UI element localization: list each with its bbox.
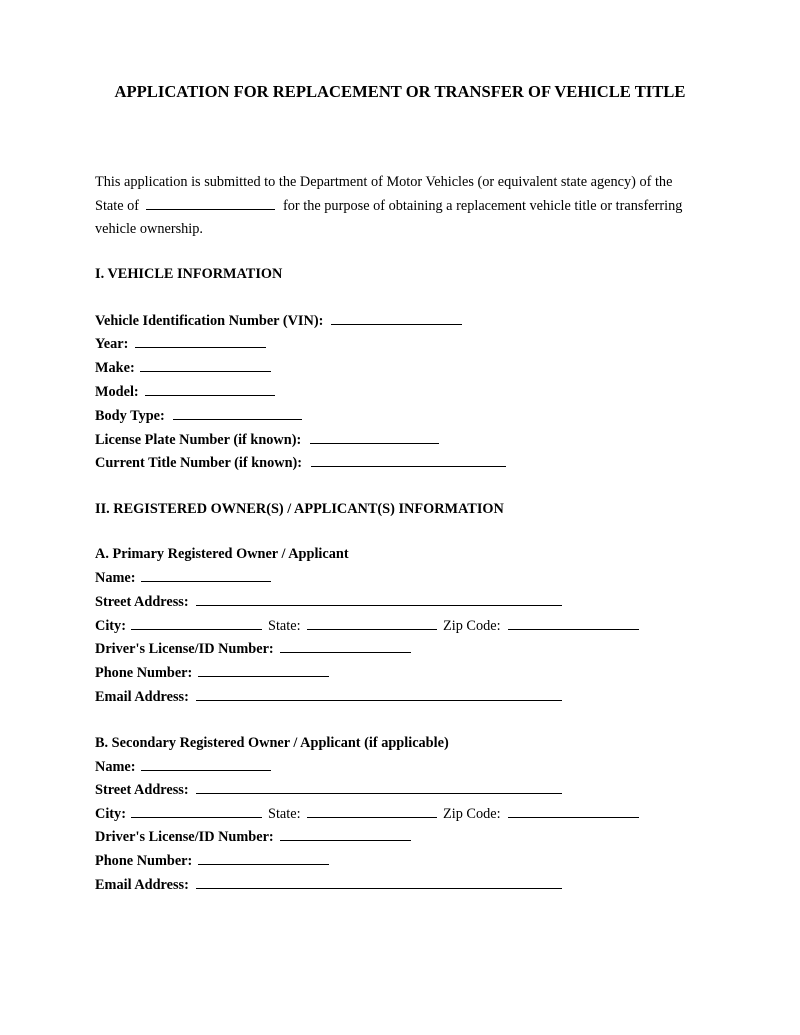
primary-email-label: Email Address: (95, 689, 189, 705)
body-type-label: Body Type: (95, 408, 165, 424)
make-label: Make: (95, 360, 135, 376)
primary-owner-heading: A. Primary Registered Owner / Applicant (95, 546, 349, 562)
secondary-state-blank[interactable] (307, 817, 437, 818)
primary-city-label: City: (95, 618, 126, 634)
title-number-label: Current Title Number (if known): (95, 455, 303, 471)
primary-name-label: Name: (95, 570, 136, 586)
secondary-state-label: State: (268, 806, 301, 822)
year-label: Year: (95, 336, 129, 352)
secondary-owner-heading: B. Secondary Registered Owner / Applicant (if applicable) (95, 735, 449, 751)
model-label: Model: (95, 384, 139, 400)
primary-street-blank[interactable] (196, 605, 562, 606)
primary-license-label: Driver's License/ID Number: (95, 641, 274, 657)
primary-zip-blank[interactable] (508, 629, 639, 630)
secondary-phone-blank[interactable] (198, 864, 329, 865)
secondary-email-blank[interactable] (196, 888, 562, 889)
secondary-zip-blank[interactable] (508, 817, 639, 818)
vin-blank[interactable] (331, 324, 462, 325)
primary-phone-blank[interactable] (198, 676, 329, 677)
primary-license-blank[interactable] (280, 652, 411, 653)
section-owners-heading: II. REGISTERED OWNER(S) / APPLICANT(S) INFORMATION (95, 501, 504, 517)
secondary-license-label: Driver's License/ID Number: (95, 829, 274, 845)
secondary-city-blank[interactable] (131, 817, 262, 818)
secondary-street-label: Street Address: (95, 782, 189, 798)
secondary-phone-label: Phone Number: (95, 853, 193, 869)
primary-city-blank[interactable] (131, 629, 262, 630)
intro-line-1: This application is submitted to the Department of Motor Vehicles (or equivalent state agency) of the (95, 174, 673, 190)
secondary-email-label: Email Address: (95, 877, 189, 893)
secondary-zip-label: Zip Code: (443, 806, 501, 822)
primary-street-label: Street Address: (95, 594, 189, 610)
plate-label: License Plate Number (if known): (95, 432, 302, 448)
intro-line-2: for the purpose of obtaining a replacement vehicle title or transferring (283, 198, 683, 214)
plate-blank[interactable] (310, 443, 439, 444)
vin-label: Vehicle Identification Number (VIN): (95, 313, 324, 329)
state-of-blank[interactable] (146, 209, 275, 210)
primary-state-label: State: (268, 618, 301, 634)
primary-name-blank[interactable] (141, 581, 271, 582)
intro-line-3: vehicle ownership. (95, 221, 203, 237)
body-type-blank[interactable] (173, 419, 302, 420)
primary-zip-label: Zip Code: (443, 618, 501, 634)
make-blank[interactable] (140, 371, 271, 372)
primary-phone-label: Phone Number: (95, 665, 193, 681)
section-vehicle-heading: I. VEHICLE INFORMATION (95, 266, 283, 282)
model-blank[interactable] (145, 395, 275, 396)
page-title: APPLICATION FOR REPLACEMENT OR TRANSFER OF VEHICLE TITLE (114, 82, 686, 101)
title-number-blank[interactable] (311, 466, 506, 467)
secondary-name-blank[interactable] (141, 770, 271, 771)
secondary-city-label: City: (95, 806, 126, 822)
secondary-street-blank[interactable] (196, 793, 562, 794)
intro-state-of-label: State of (95, 198, 140, 214)
year-blank[interactable] (135, 347, 266, 348)
secondary-name-label: Name: (95, 759, 136, 775)
primary-state-blank[interactable] (307, 629, 437, 630)
secondary-license-blank[interactable] (280, 840, 411, 841)
primary-email-blank[interactable] (196, 700, 562, 701)
